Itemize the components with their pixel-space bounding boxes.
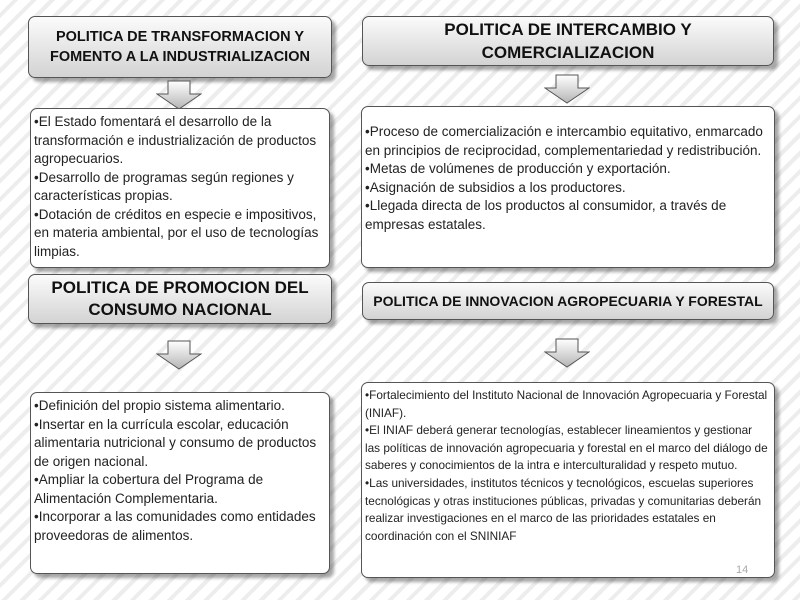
list-item: • Ampliar la cobertura del Programa de Alimentación Complementaria. [34, 471, 325, 508]
list-item: • El Estado fomentará el desarrollo de la transformación e industrialización de productos agropecuarios. [34, 113, 325, 169]
list-item: • Llegada directa de los productos al consumidor, a través de empresas estatales. [365, 197, 770, 234]
down-arrow-icon [544, 74, 590, 104]
list-item: • Definición del propio sistema alimentario. [34, 397, 325, 416]
list-item: • El INIAF deberá generar tecnologías, establecer lineamientos y gestionar las políticas de innovación agropecuaria y forestal en el marco del diálogo de saberes y conocimientos de la intra e interculturalidad y respeto mutuo. [365, 422, 770, 475]
body-transformacion [30, 108, 330, 268]
list-item: • Las universidades, institutos técnicos y tecnológicos, escuelas superiores tecnológicas y otras instituciones públicas, privadas y comunitarias deberán realizar investigaciones en el marco de las prioridades estatales en coordinación con el SNINIAF [365, 475, 770, 545]
page-number: 14 [736, 564, 749, 576]
body-innovacion [361, 382, 775, 578]
list-item: • Asignación de subsidios a los productores. [365, 179, 770, 198]
title-consumo [28, 274, 332, 324]
down-arrow-icon [156, 80, 202, 110]
list-item: • Incorporar a las comunidades como entidades proveedoras de alimentos. [34, 508, 325, 545]
title-innovacion-text: POLITICA DE INNOVACION AGROPECUARIA Y FORESTAL [373, 293, 763, 309]
down-arrow-icon [156, 340, 202, 370]
list-item: • Fortalecimiento del Instituto Nacional de Innovación Agropecuaria y Forestal (INIAF). [365, 387, 770, 422]
list-item: • Dotación de créditos en especie e impositivos, en materia ambiental, por el uso de tecnologías limpias. [34, 206, 325, 262]
title-transformacion-text: POLITICA DE TRANSFORMACION Y FOMENTO A LA INDUSTRIALIZACION [50, 29, 310, 65]
title-innovacion [362, 282, 774, 320]
title-intercambio [362, 16, 774, 66]
down-arrow-icon [544, 338, 590, 368]
title-transformacion [28, 16, 332, 78]
list-item: • Insertar en la currícula escolar, educación alimentaria nutricional y consumo de productos de origen nacional. [34, 416, 325, 472]
list-item: • Desarrollo de programas según regiones y características propias. [34, 169, 325, 206]
body-intercambio [361, 106, 775, 268]
title-intercambio-text: POLITICA DE INTERCAMBIO Y COMERCIALIZACION [444, 20, 692, 62]
body-consumo [30, 392, 330, 574]
title-consumo-text: POLITICA DE PROMOCION DEL CONSUMO NACIONAL [51, 278, 309, 319]
list-item: • Proceso de comercialización e intercambio equitativo, enmarcado en principios de reciprocidad, complementariedad y redistribución. [365, 123, 770, 160]
list-item: • Metas de volúmenes de producción y exportación. [365, 160, 770, 179]
